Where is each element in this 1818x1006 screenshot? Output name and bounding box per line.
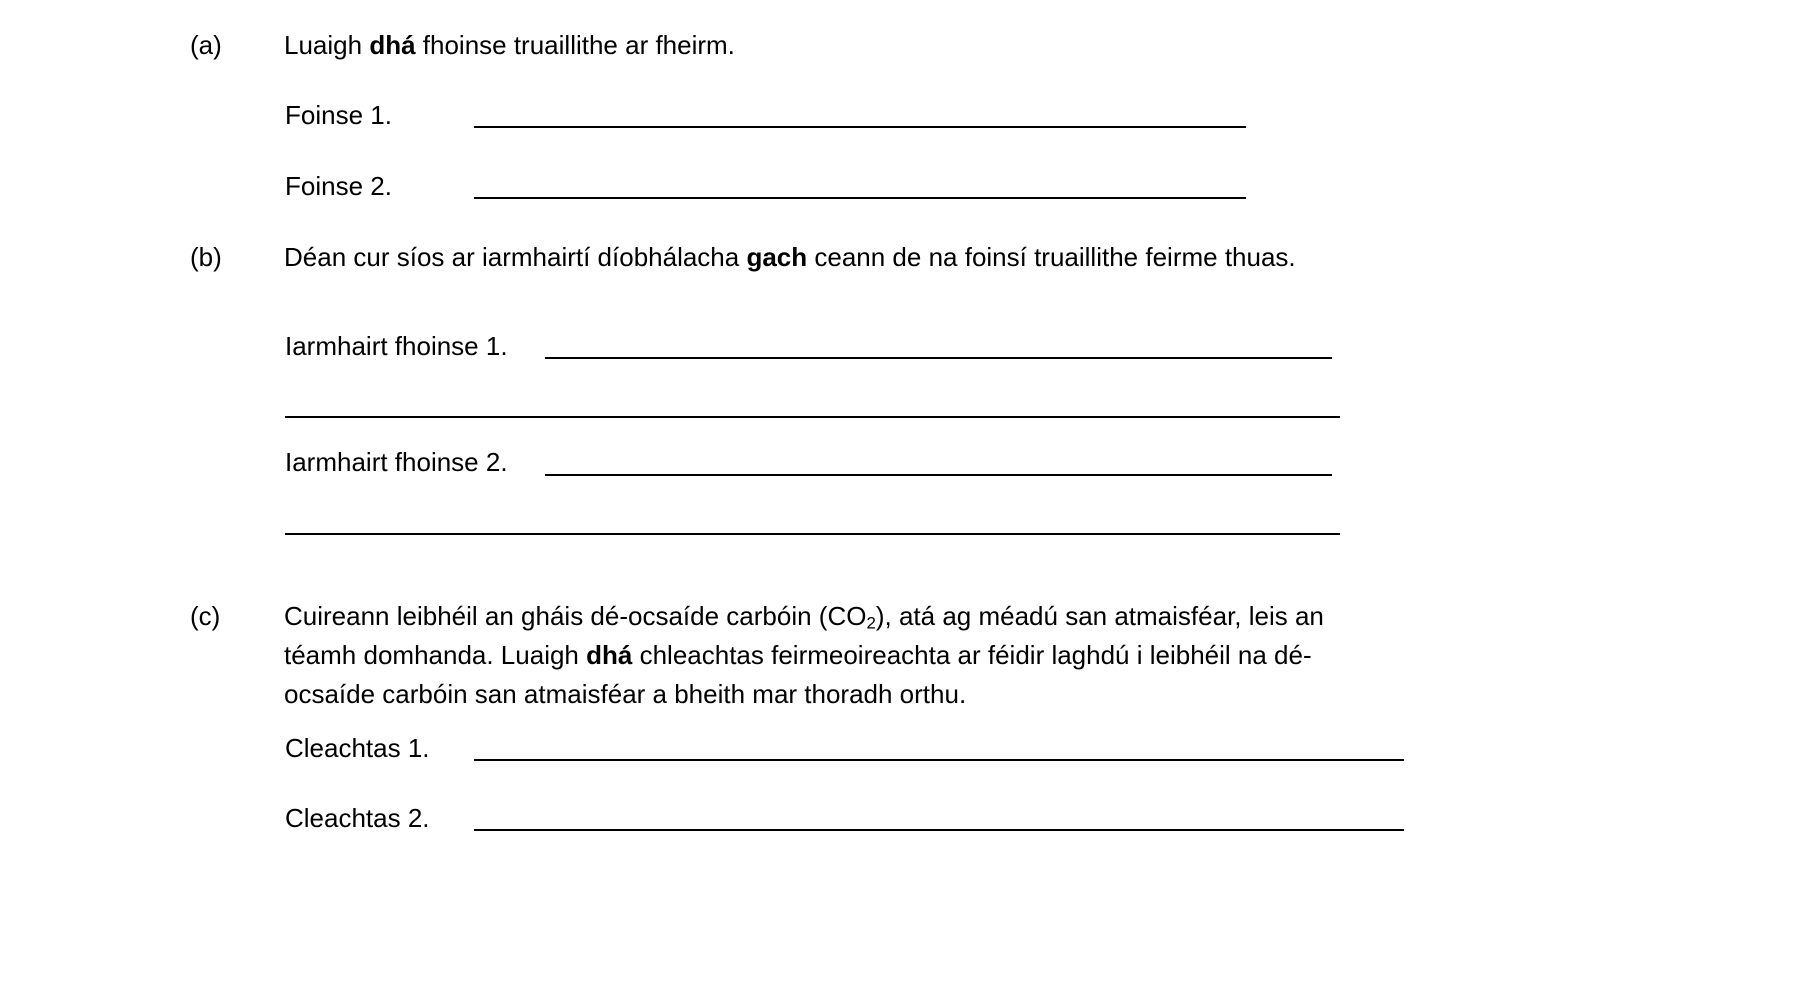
- question-text: ), atá ag méadú san atmaisféar, leis an: [875, 601, 1324, 631]
- question-text: chleachtas feirmeoireachta ar féidir laghdú i leibhéil na dé-: [632, 640, 1312, 670]
- practice-2-label: Cleachtas 2.: [285, 803, 430, 833]
- effect-2-label: Iarmhairt fhoinse 2.: [285, 447, 508, 477]
- question-text: téamh domhanda. Luaigh: [284, 640, 587, 670]
- question-text: ceann de na foinsí truaillithe feirme thuas.: [807, 242, 1296, 272]
- source-1-label: Foinse 1.: [285, 100, 392, 130]
- effect-1-answer-line-2[interactable]: [285, 416, 1340, 418]
- part-a-question: [284, 32, 735, 58]
- practice-2-answer-line[interactable]: [474, 829, 1404, 831]
- effect-1-label: Iarmhairt fhoinse 1.: [285, 331, 508, 361]
- source-2-label: Foinse 2.: [285, 171, 392, 201]
- question-text: fhoinse truaillithe ar fheirm.: [415, 30, 735, 60]
- source-2-answer-line[interactable]: [474, 197, 1246, 199]
- part-c-question-line-2: [284, 642, 1312, 668]
- part-c-label: (c): [190, 601, 221, 631]
- question-emphasis: dhá: [586, 640, 633, 670]
- question-text: Cuireann leibhéil an gháis dé-ocsaíde carbóin (CO: [284, 601, 867, 631]
- question-text: Déan cur síos ar iarmhairtí díobhálacha: [284, 242, 747, 272]
- part-b-question: [284, 244, 1296, 270]
- part-c-question-line-3: ocsaíde carbóin san atmaisféar a bheith mar thoradh orthu.: [284, 679, 967, 709]
- question-text: Luaigh: [284, 30, 370, 60]
- effect-2-answer-line[interactable]: [545, 474, 1332, 476]
- effect-2-answer-line-2[interactable]: [285, 533, 1340, 535]
- effect-1-answer-line[interactable]: [545, 357, 1332, 359]
- part-c-question-line-1: [284, 603, 1324, 632]
- subscript: 2: [866, 613, 876, 633]
- question-emphasis: dhá: [369, 30, 416, 60]
- part-b-label: (b): [190, 242, 222, 272]
- practice-1-label: Cleachtas 1.: [285, 733, 430, 763]
- practice-1-answer-line[interactable]: [474, 759, 1404, 761]
- question-emphasis: gach: [746, 242, 808, 272]
- part-a-label: (a): [190, 30, 222, 60]
- source-1-answer-line[interactable]: [474, 126, 1246, 128]
